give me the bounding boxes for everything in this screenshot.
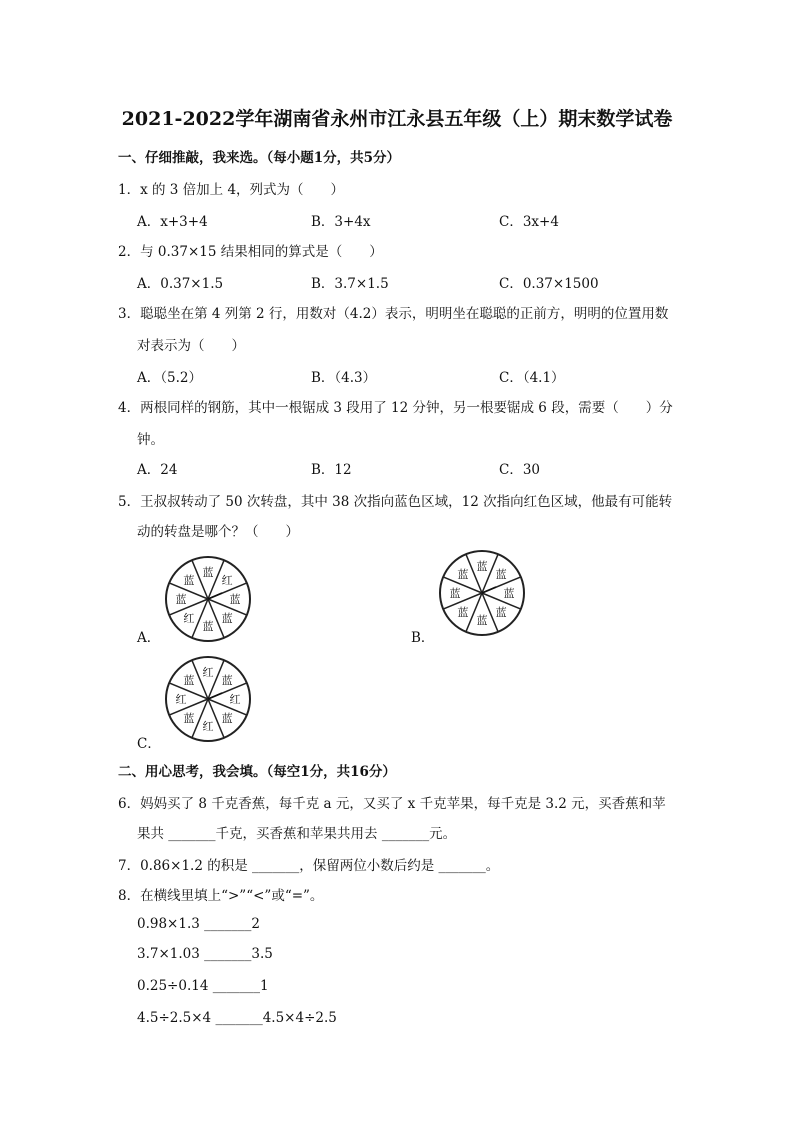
sector-label: 蓝 xyxy=(457,606,469,620)
question-4: 4．两根同样的钢筋，其中一根锯成 3 段用了 12 分钟，另一根要锯成 6 段，需要（ ）分 xyxy=(118,400,673,416)
question-5-cont: 动的转盘是哪个？（ ） xyxy=(137,524,299,540)
q3-option-c[interactable]: C．（4.1） xyxy=(499,370,565,386)
sector-label: 红 xyxy=(202,666,214,679)
sector-label: 红 xyxy=(175,693,187,706)
q4-option-a[interactable]: A．24 xyxy=(137,462,178,478)
sector-label: 蓝 xyxy=(202,620,214,633)
sector-label: 蓝 xyxy=(476,560,488,573)
sector-label: 蓝 xyxy=(476,614,488,627)
question-3: 3．聪聪坐在第 4 列第 2 行，用数对（4.2）表示，明明坐在聪聪的正前方，明明的位置用数 xyxy=(118,306,669,322)
question-5: 5．王叔叔转动了 50 次转盘，其中 38 次指向蓝色区域，12 次指向红色区域，他最有可能转 xyxy=(118,494,673,510)
question-8: 8．在横线里填上“>”“<”或“=”。 xyxy=(118,888,324,904)
q3-option-a[interactable]: A．（5.2） xyxy=(137,370,202,386)
sector-label: 蓝 xyxy=(495,606,507,620)
q5-option-a[interactable]: A． xyxy=(137,630,161,646)
q4-option-b[interactable]: B．12 xyxy=(311,462,352,478)
q8-item-1: 0.98×1.3 _______2 xyxy=(137,916,260,932)
spinner-a xyxy=(163,554,253,648)
sector-label: 蓝 xyxy=(183,673,195,687)
q8-item-3: 0.25÷0.14 _______1 xyxy=(137,978,269,994)
q1-option-b[interactable]: B．3+4x xyxy=(311,214,371,230)
spinner-c xyxy=(163,654,253,748)
sector-label: 蓝 xyxy=(503,587,515,600)
section-2-heading: 二、用心思考，我会填。（每空1分，共16分） xyxy=(118,764,396,780)
question-6-cont: 果共 _______千克，买香蕉和苹果共用去 _______元。 xyxy=(137,826,457,842)
sector-label: 蓝 xyxy=(229,593,241,606)
sector-label: 蓝 xyxy=(202,566,214,579)
sector-label: 蓝 xyxy=(221,673,233,687)
sector-label: 蓝 xyxy=(183,712,195,726)
q8-item-2: 3.7×1.03 _______3.5 xyxy=(137,946,273,962)
sector-label: 蓝 xyxy=(495,567,507,581)
spinner-b xyxy=(437,548,527,642)
sector-label: 蓝 xyxy=(175,593,187,606)
q5-option-c[interactable]: C． xyxy=(137,736,161,752)
sector-label: 蓝 xyxy=(221,712,233,726)
sector-label: 蓝 xyxy=(449,587,461,600)
sector-label: 红 xyxy=(221,573,233,587)
q1-option-c[interactable]: C．3x+4 xyxy=(499,214,559,230)
question-6: 6．妈妈买了 8 千克香蕉，每千克 a 元，又买了 x 千克苹果，每千克是 3.2 元，买香蕉和苹 xyxy=(118,796,666,812)
question-1: 1．x 的 3 倍加上 4，列式为（ ） xyxy=(118,182,345,198)
section-1-heading: 一、仔细推敲，我来选。（每小题1分，共5分） xyxy=(118,150,401,166)
q4-option-c[interactable]: C．30 xyxy=(499,462,541,478)
page-title: 2021-2022学年湖南省永州市江永县五年级（上）期末数学试卷 xyxy=(121,108,673,130)
q2-option-a[interactable]: A．0.37×1.5 xyxy=(137,276,224,292)
sector-label: 红 xyxy=(202,720,214,733)
sector-label: 蓝 xyxy=(457,567,469,581)
q2-option-c[interactable]: C．0.37×1500 xyxy=(499,276,599,292)
q5-option-b[interactable]: B． xyxy=(411,630,435,646)
question-4-cont: 钟。 xyxy=(137,432,164,448)
sector-label: 红 xyxy=(229,693,241,706)
q3-option-b[interactable]: B．（4.3） xyxy=(311,370,377,386)
q1-option-a[interactable]: A．x+3+4 xyxy=(137,214,208,230)
question-2: 2．与 0.37×15 结果相同的算式是（ ） xyxy=(118,244,383,260)
sector-label: 红 xyxy=(183,612,195,626)
sector-label: 蓝 xyxy=(183,573,195,587)
q2-option-b[interactable]: B．3.7×1.5 xyxy=(311,276,389,292)
sector-label: 蓝 xyxy=(221,612,233,626)
question-7: 7．0.86×1.2 的积是 _______，保留两位小数后约是 _______。 xyxy=(118,858,500,874)
q8-item-4: 4.5÷2.5×4 _______4.5×4÷2.5 xyxy=(137,1010,337,1026)
question-3-cont: 对表示为（ ） xyxy=(137,338,245,354)
